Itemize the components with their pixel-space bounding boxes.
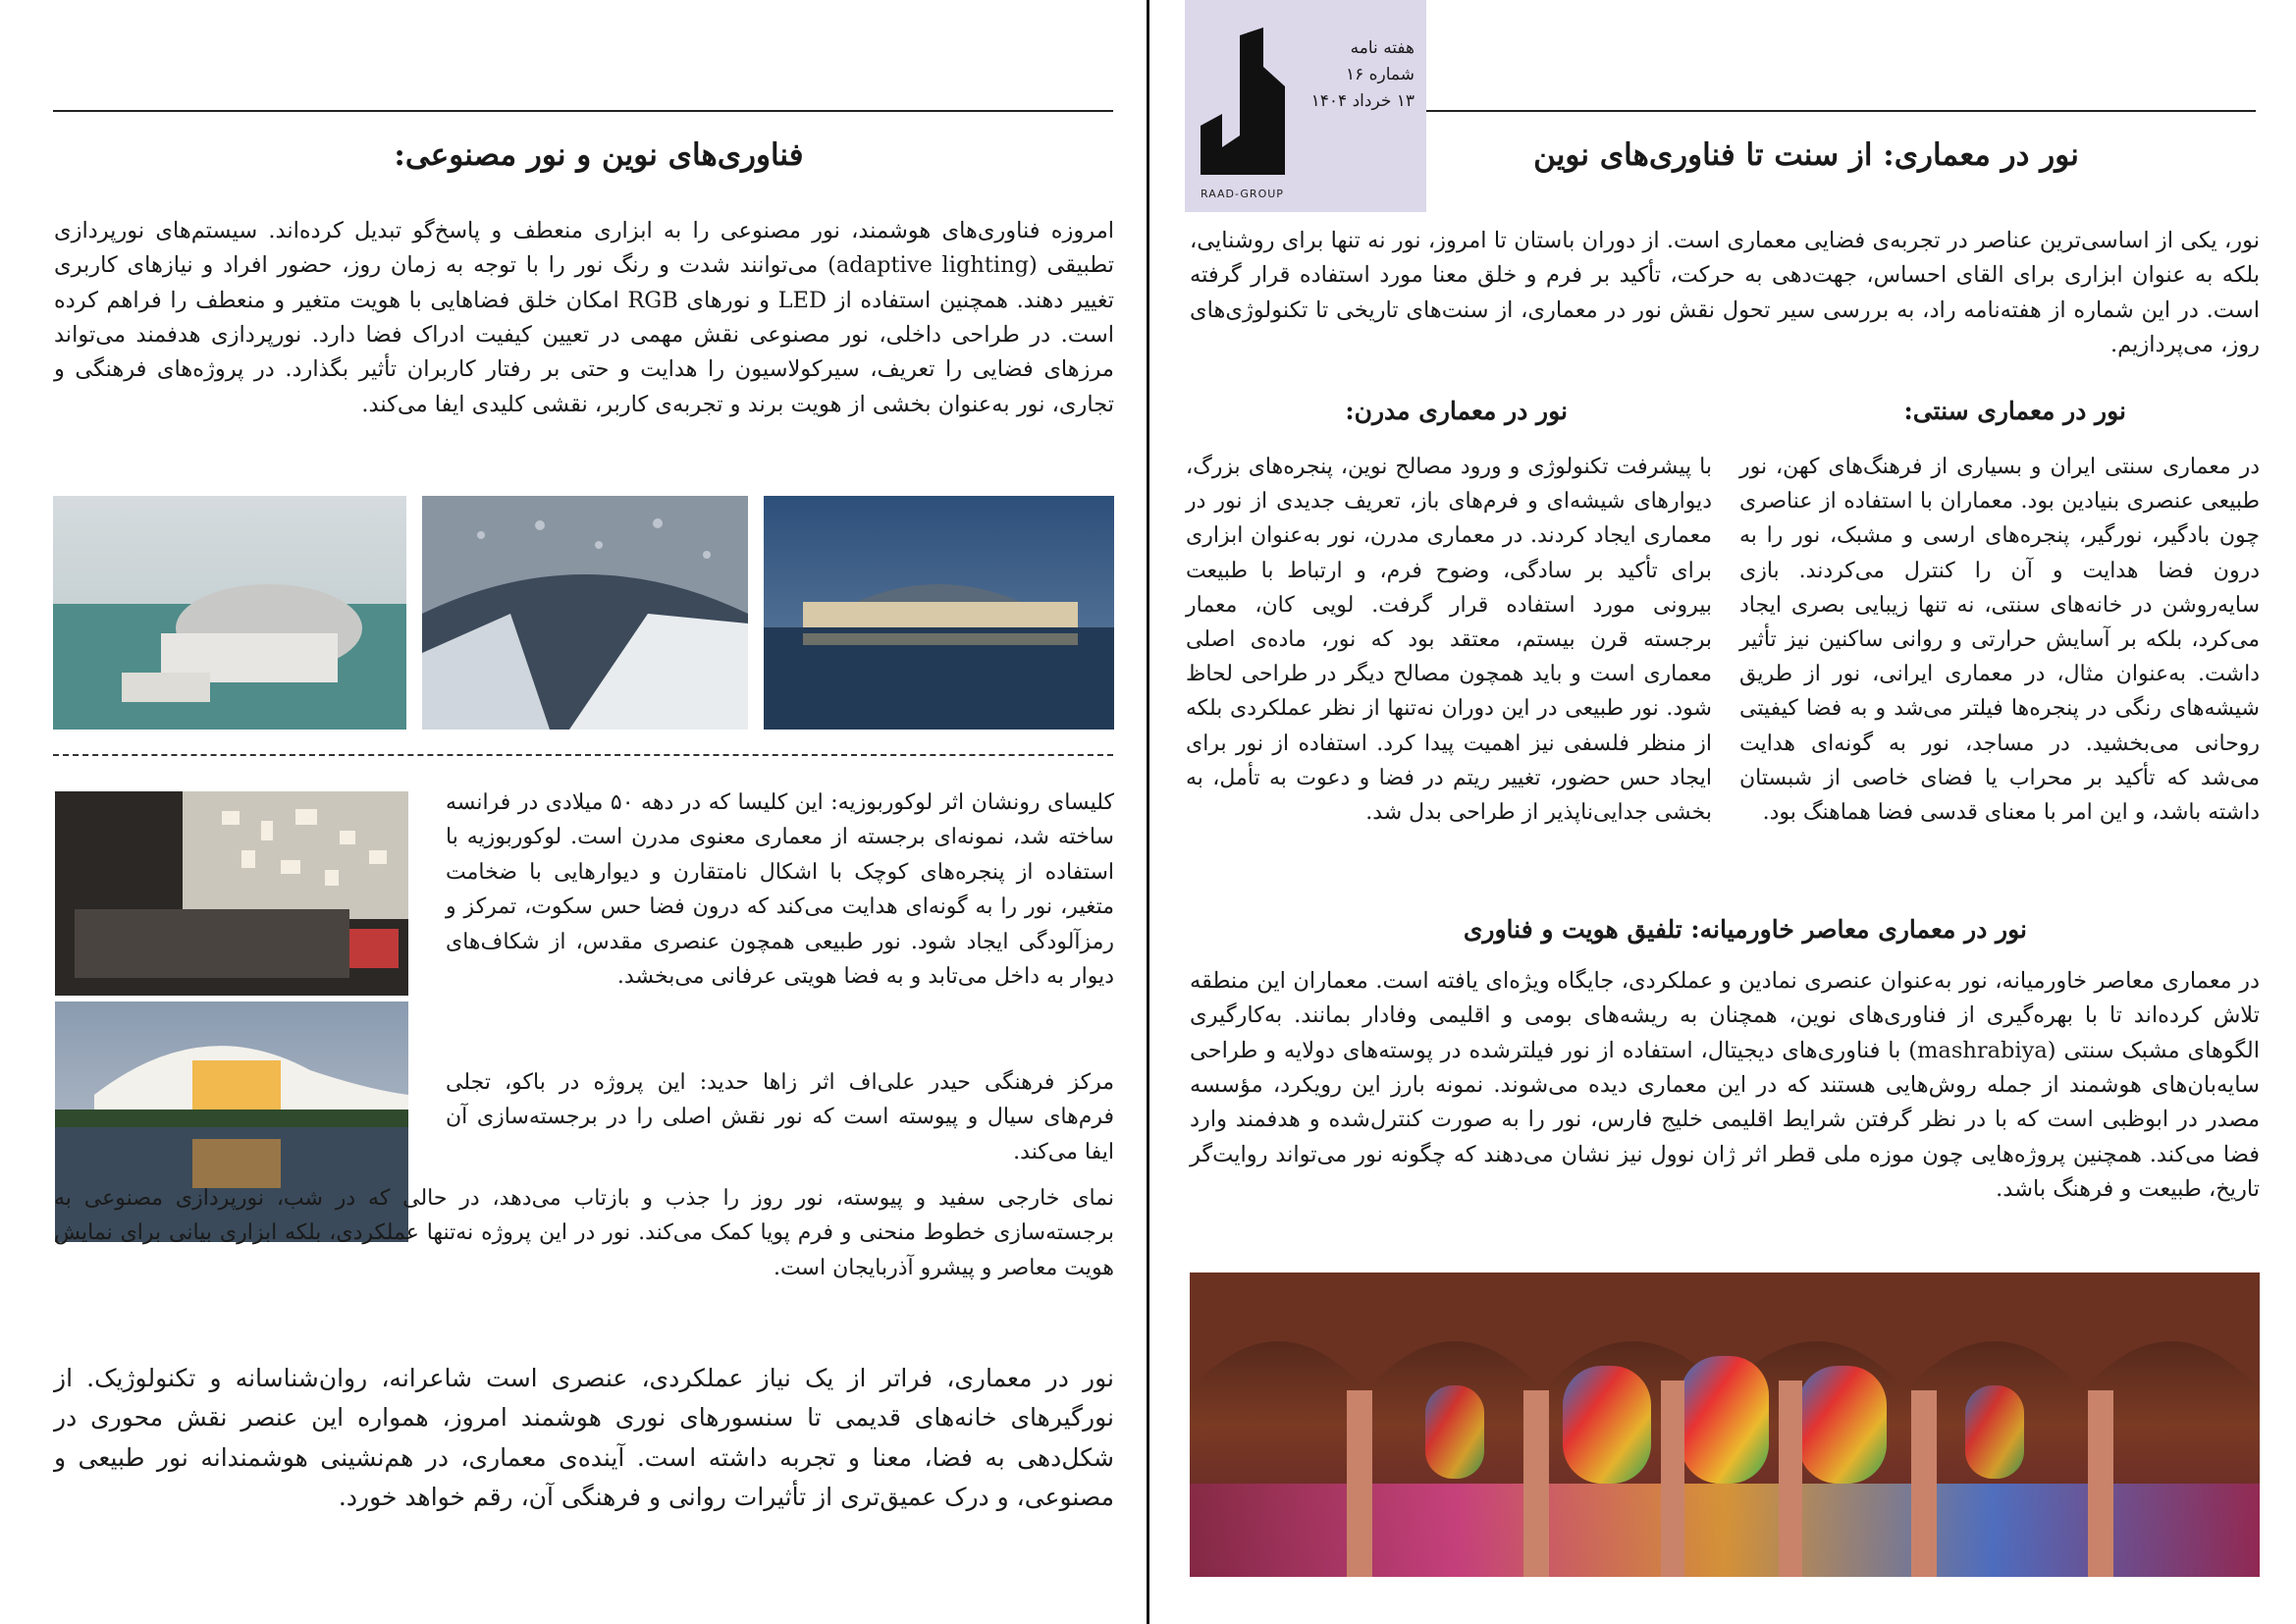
- right-page-intro: نور، یکی از اساسی‌ترین عناصر در تجربه‌ی فضایی معماری است. از دوران باستان تا امروز، نور نه تنها برای روشنایی، بلکه به عنوان ابزاری برای القای احساس، جهت‌دهی به حرکت، تأکید بر فرم و خلق معنا مورد استفاده قرار گرفته است. در این شماره از هفته‌نامه راد، به بررسی سیر تحول نقش نور در معماری، از سنت‌های تاریخی تا تکنولوژی‌های روز، می‌پردازیم.: [1190, 228, 2260, 357]
- issue-info: [1311, 35, 1415, 115]
- louvre-dome-interior-photo: [422, 496, 748, 730]
- traditional-heading: نور در معماری سنتی:: [1903, 397, 2126, 425]
- left-dashed-divider: [53, 754, 1113, 756]
- left-page-text: امروزه فناوری‌های هوشمند، نور مصنوعی را به ابزاری منعطف و پاسخ‌گو تبدیل کرده‌اند. سیستم‌های نورپردازی تطبیقی (adaptive lighting) می‌توانند شدت و رنگ نور را با توجه به زمان روز، حضور افراد و نیازهای کاربری تغییر دهند. همچنین استفاده از LED و نورهای RGB امکان خلق فضاهایی با هویت متغیر و منعطف را فراهم کرده است. در طراحی داخلی، نور مصنوعی نقش مهمی در تعیین کیفیت ادراک فضا دارد. نورپردازی هدفمند می‌تواند مرزهای فضایی را تعریف، سیرکولاسیون را هدایت و حتی بر رفتار کاربران تأثیر بگذارد. در پروژه‌های فرهنگی و تجاری، نور به‌عنوان بخشی از هویت برند و تجربه‌ی کاربر، نقشی کلیدی ایفا می‌کند.: [54, 218, 1115, 417]
- middle-east-text: در معماری معاصر خاورمیانه، نور به‌عنوان عنصری نمادین و عملکردی، جایگاه ویژه‌ای یافته است. معماران این منطقه تلاش کرده‌اند تا با بهره‌گیری از فناوری‌های نوین، همچنان به ریشه‌های بومی و اقلیمی وفادار بمانند. به‌کارگیری الگوهای مشبک سنتی (mashrabiya) با فناوری‌های دیجیتال، استفاده از نور فیلترشده در پوسته‌های دولایه و طراحی سایه‌بان‌های هوشمند از جمله روش‌هایی هستند که در این معماری دیده می‌شوند. نمونه بارز این رویکرد، مؤسسه مصدر در ابوظبی است که با در نظر گرفتن شرایط اقلیمی خلیج فارس، نور را به صورت کنترل‌شده و هدفمند وارد فضا می‌کند. همچنین پروژه‌هایی چون موزه ملی قطر اثر ژان نوول نیز نشان می‌دهند که چگونه نور می‌تواند روایت‌گر تاریخ، طبیعت و فرهنگ باشد.: [1190, 968, 2260, 1202]
- facade-text: نمای خارجی سفید و پیوسته، نور روز را جذب و بازتاب می‌دهد، در حالی که در شب، نورپردازی مصنوعی به برجسته‌سازی خطوط منحنی و فرم پویا کمک می‌کند. نور در این پروژه نه‌تنها عملکردی، بلکه ابزاری بیانی برای نمایش هویت معاصر و پیشرو آذربایجان است.: [54, 1186, 1114, 1280]
- raad-group-logo-icon: [1201, 27, 1285, 175]
- page-divider: [1147, 0, 1149, 1624]
- middle-east-heading: نور در معماری معاصر خاورمیانه: تلفیق هویت و فناوری: [1463, 915, 2027, 944]
- left-top-rule: [53, 110, 1113, 112]
- mosque-interior-photo: [1190, 1272, 2260, 1577]
- traditional-text: در معماری سنتی ایران و بسیاری از فرهنگ‌های کهن، نور طبیعی عنصری بنیادین بود. معماران با استفاده از عناصری چون بادگیر، نورگیر، پنجره‌های ارسی و مشبک، نور را به درون فضا هدایت و آن را کنترل می‌کردند. بازی سایه‌روشن در خانه‌های سنتی، نه تنها زیبایی بصری ایجاد می‌کرد، بلکه بر آسایش حرارتی و روانی ساکنین نیز تأثیر داشت. به‌عنوان مثال، در معماری ایرانی، نور از طریق شیشه‌های رنگی در پنجره‌ها فیلتر می‌شد و به فضا کیفیتی روحانی می‌بخشید. در مساجد، نور به گونه‌ای هدایت می‌شد که تأکید بر محراب یا فضای خاصی از شبستان داشته باشد، و این امر با معنای قدسی فضا هماهنگ بود.: [1739, 455, 2260, 825]
- aliyev-text: مرکز فرهنگی حیدر علی‌اف اثر زاها حدید: این پروژه در باکو، تجلی فرم‌های سیال و پیوسته است که نور نقش اصلی را در برجسته‌سازی آن ایفا می‌کند.: [446, 1070, 1114, 1164]
- conclusion-text: نور در معماری، فراتر از یک نیاز عملکردی، عنصری است شاعرانه، روان‌شناسانه و تکنولوژیک. از نورگیرهای خانه‌های قدیمی تا سنسورهای نوری هوشمند امروز، همواره این عنصر نقش محوری در شکل‌دهی به فضا، معنا و تجربه داشته است. آینده‌ی معماری، در هم‌نشینی هوشمندانه نور طبیعی و مصنوعی، و درک عمیق‌تری از تأثیرات روانی و فرهنگی آن، رقم خواهد خورد.: [54, 1364, 1114, 1511]
- masthead-logo-block: [1185, 0, 1426, 212]
- right-top-rule: [1426, 110, 2256, 112]
- modern-text: با پیشرفت تکنولوژی و ورود مصالح نوین، پنجره‌های بزرگ، دیوارهای شیشه‌ای و فرم‌های باز، تعریف جدیدی از نور در معماری ایجاد کردند. در معماری مدرن، نور به‌عنوان ابزاری برای تأکید بر سادگی، وضوح فرم، و ارتباط با طبیعت بیرونی مورد استفاده قرار گرفت. لویی کان، معمار برجسته قرن بیستم، معتقد بود که نور، ماده‌ی اصلی معماری است و باید همچون مصالح دیگر در طراحی لحاظ شود. نور طبیعی در این دوران نه‌تنها از نظر عملکردی بلکه از منظر فلسفی نیز اهمیت پیدا کرد. استفاده از نور برای ایجاد حس حضور، تغییر ریتم در فضا و دعوت به تأمل، به بخشی جدایی‌ناپذیر از طراحی بدل شد.: [1186, 455, 1712, 825]
- issue-date: ۱۳ خرداد ۱۴۰۴: [1310, 91, 1415, 111]
- louvre-aerial-photo: [53, 496, 406, 730]
- right-page-title: نور در معماری: از سنت تا فناوری‌های نوین: [1533, 137, 2079, 173]
- left-page-title: فناوری‌های نوین و نور مصنوعی:: [394, 137, 804, 173]
- logo-caption: RAAD-GROUP: [1201, 188, 1284, 200]
- issue-number: شماره ۱۶: [1345, 65, 1415, 84]
- issue-label: هفته نامه: [1350, 38, 1415, 58]
- ronchamp-chapel-photo: [55, 791, 408, 996]
- modern-heading: نور در معماری مدرن:: [1345, 397, 1568, 425]
- louvre-night-photo: [764, 496, 1114, 730]
- ronchamp-text: کلیسای رونشان اثر لوکوربوزیه: این کلیسا که در دهه ۵۰ میلادی در فرانسه ساخته شد، نمونه‌ای برجسته از معماری معنوی مدرن است. لوکوربوزیه با استفاده از پنجره‌های کوچک با اشکال نامتقارن و دیوارهایی با ضخامت متغیر، نور را به گونه‌ای هدایت می‌کند که درون فضا حس سکوت، تمرکز و رمزآلودگی ایجاد شود. نور طبیعی همچون عنصری مقدس، از شکاف‌های دیوار به داخل می‌تابد و به فضا هویتی عرفانی می‌بخشد.: [446, 790, 1115, 990]
